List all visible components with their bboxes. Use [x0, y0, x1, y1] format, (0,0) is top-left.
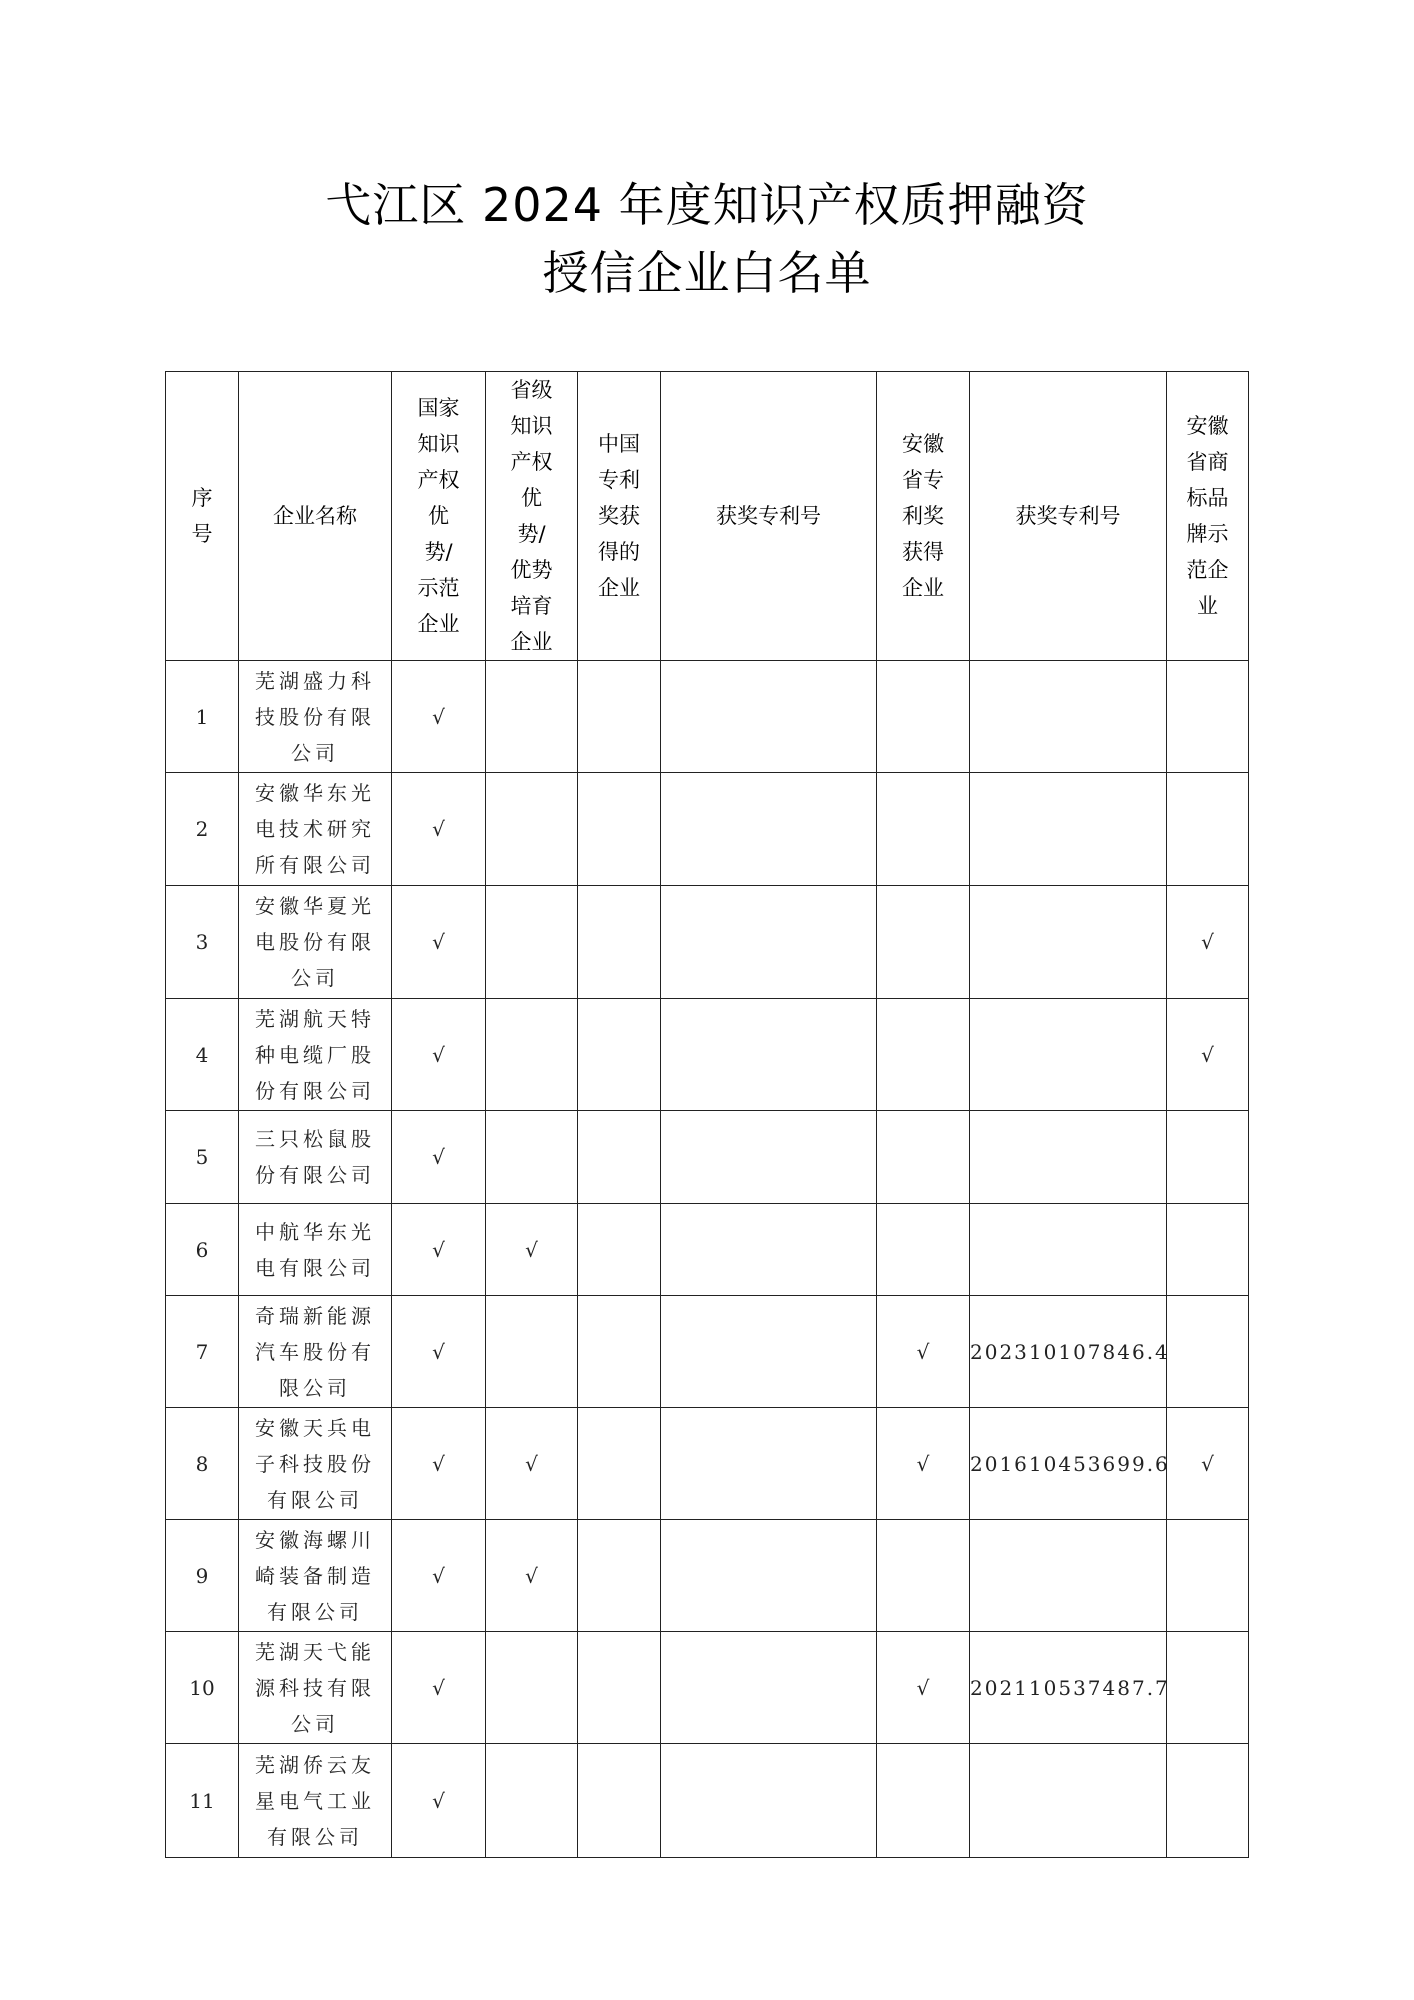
table-row	[166, 999, 1249, 1111]
anhui-award-cell	[877, 773, 970, 886]
anhui-brand-cell	[1167, 1296, 1249, 1408]
anhui-award-cell	[877, 1520, 970, 1632]
china-award-cell	[578, 1296, 661, 1408]
china-award-cell	[578, 1111, 661, 1204]
company-name-cell: 芜湖侨云友星电气工业有限公司	[239, 1744, 392, 1858]
china-patent-no-cell	[661, 999, 877, 1111]
national-ip-cell: √	[392, 1204, 486, 1296]
provincial-ip-cell	[486, 661, 578, 773]
company-name-cell: 奇瑞新能源汽车股份有限公司	[239, 1296, 392, 1408]
provincial-ip-cell: √	[486, 1204, 578, 1296]
table-row	[166, 1408, 1249, 1520]
china-award-cell	[578, 886, 661, 999]
header-company-name: 企业名称	[239, 372, 392, 661]
company-name-cell: 安徽华东光电技术研究所有限公司	[239, 773, 392, 886]
table-row	[166, 1204, 1249, 1296]
national-ip-cell: √	[392, 1632, 486, 1744]
table-row	[166, 1296, 1249, 1408]
company-name-cell: 安徽天兵电子科技股份有限公司	[239, 1408, 392, 1520]
anhui-patent-no-cell	[970, 1520, 1167, 1632]
china-patent-no-cell	[661, 1744, 877, 1858]
anhui-brand-cell	[1167, 1632, 1249, 1744]
seq-cell: 9	[166, 1520, 239, 1632]
company-name-cell: 三只松鼠股份有限公司	[239, 1111, 392, 1204]
anhui-brand-cell	[1167, 1111, 1249, 1204]
table-row	[166, 773, 1249, 886]
national-ip-cell: √	[392, 1111, 486, 1204]
table-row	[166, 1520, 1249, 1632]
anhui-award-cell: √	[877, 1296, 970, 1408]
provincial-ip-cell	[486, 1296, 578, 1408]
china-patent-no-cell	[661, 773, 877, 886]
provincial-ip-cell: √	[486, 1520, 578, 1632]
anhui-patent-no-cell: 202310107846.4	[970, 1296, 1167, 1408]
seq-cell: 5	[166, 1111, 239, 1204]
header-national-ip: 国家知识产权优势/示范企业	[392, 372, 486, 661]
anhui-patent-no-cell	[970, 773, 1167, 886]
china-award-cell	[578, 1204, 661, 1296]
china-award-cell	[578, 1744, 661, 1858]
china-award-cell	[578, 1632, 661, 1744]
china-patent-no-cell	[661, 1408, 877, 1520]
table-row	[166, 886, 1249, 999]
seq-cell: 3	[166, 886, 239, 999]
provincial-ip-cell	[486, 773, 578, 886]
china-award-cell	[578, 661, 661, 773]
anhui-brand-cell	[1167, 1744, 1249, 1858]
china-patent-no-cell	[661, 1632, 877, 1744]
table-row	[166, 1744, 1249, 1858]
header-china-patent-award: 中国专利奖获得的企业	[578, 372, 661, 661]
table-row	[166, 661, 1249, 773]
national-ip-cell: √	[392, 661, 486, 773]
anhui-patent-no-cell	[970, 886, 1167, 999]
national-ip-cell: √	[392, 1520, 486, 1632]
company-name-cell: 芜湖航天特种电缆厂股份有限公司	[239, 999, 392, 1111]
china-award-cell	[578, 999, 661, 1111]
header-anhui-patent-award: 安徽省专利奖获得企业	[877, 372, 970, 661]
anhui-brand-cell	[1167, 773, 1249, 886]
seq-cell: 10	[166, 1632, 239, 1744]
china-award-cell	[578, 1408, 661, 1520]
table-row	[166, 1632, 1249, 1744]
anhui-award-cell	[877, 661, 970, 773]
seq-cell: 11	[166, 1744, 239, 1858]
china-patent-no-cell	[661, 1111, 877, 1204]
anhui-brand-cell: √	[1167, 1408, 1249, 1520]
national-ip-cell: √	[392, 999, 486, 1111]
company-name-cell: 芜湖盛力科技股份有限公司	[239, 661, 392, 773]
anhui-brand-cell: √	[1167, 999, 1249, 1111]
china-patent-no-cell	[661, 886, 877, 999]
anhui-award-cell	[877, 886, 970, 999]
national-ip-cell: √	[392, 1744, 486, 1858]
anhui-award-cell	[877, 1111, 970, 1204]
header-china-patent-no: 获奖专利号	[661, 372, 877, 661]
table-row	[166, 1111, 1249, 1204]
company-name-cell: 芜湖天弋能源科技有限公司	[239, 1632, 392, 1744]
anhui-award-cell	[877, 999, 970, 1111]
anhui-patent-no-cell: 201610453699.6	[970, 1408, 1167, 1520]
china-patent-no-cell	[661, 1296, 877, 1408]
header-seq: 序号	[166, 372, 239, 661]
national-ip-cell: √	[392, 1296, 486, 1408]
anhui-brand-cell: √	[1167, 886, 1249, 999]
header-anhui-patent-no: 获奖专利号	[970, 372, 1167, 661]
header-provincial-ip: 省级知识产权优势/优势培育企业	[486, 372, 578, 661]
national-ip-cell: √	[392, 1408, 486, 1520]
anhui-patent-no-cell	[970, 999, 1167, 1111]
china-patent-no-cell	[661, 1520, 877, 1632]
company-name-cell: 安徽海螺川崎装备制造有限公司	[239, 1520, 392, 1632]
whitelist-table	[165, 371, 1249, 1858]
china-patent-no-cell	[661, 1204, 877, 1296]
header-anhui-brand: 安徽省商标品牌示范企业	[1167, 372, 1249, 661]
anhui-brand-cell	[1167, 1520, 1249, 1632]
anhui-patent-no-cell	[970, 661, 1167, 773]
seq-cell: 7	[166, 1296, 239, 1408]
national-ip-cell: √	[392, 773, 486, 886]
anhui-award-cell: √	[877, 1408, 970, 1520]
china-patent-no-cell	[661, 661, 877, 773]
provincial-ip-cell	[486, 1744, 578, 1858]
national-ip-cell: √	[392, 886, 486, 999]
document-title-line2: 授信企业白名单	[542, 246, 872, 300]
header-row	[166, 372, 1249, 661]
company-name-cell: 中航华东光电有限公司	[239, 1204, 392, 1296]
anhui-brand-cell	[1167, 661, 1249, 773]
china-award-cell	[578, 773, 661, 886]
seq-cell: 4	[166, 999, 239, 1111]
document-title-line1: 弋江区 2024 年度知识产权质押融资	[325, 178, 1089, 232]
anhui-award-cell: √	[877, 1632, 970, 1744]
anhui-award-cell	[877, 1204, 970, 1296]
seq-cell: 2	[166, 773, 239, 886]
seq-cell: 8	[166, 1408, 239, 1520]
anhui-patent-no-cell	[970, 1744, 1167, 1858]
provincial-ip-cell	[486, 999, 578, 1111]
provincial-ip-cell	[486, 886, 578, 999]
anhui-brand-cell	[1167, 1204, 1249, 1296]
provincial-ip-cell	[486, 1632, 578, 1744]
anhui-patent-no-cell	[970, 1111, 1167, 1204]
seq-cell: 6	[166, 1204, 239, 1296]
anhui-patent-no-cell: 202110537487.7	[970, 1632, 1167, 1744]
china-award-cell	[578, 1520, 661, 1632]
provincial-ip-cell	[486, 1111, 578, 1204]
anhui-patent-no-cell	[970, 1204, 1167, 1296]
seq-cell: 1	[166, 661, 239, 773]
provincial-ip-cell: √	[486, 1408, 578, 1520]
anhui-award-cell	[877, 1744, 970, 1858]
company-name-cell: 安徽华夏光电股份有限公司	[239, 886, 392, 999]
